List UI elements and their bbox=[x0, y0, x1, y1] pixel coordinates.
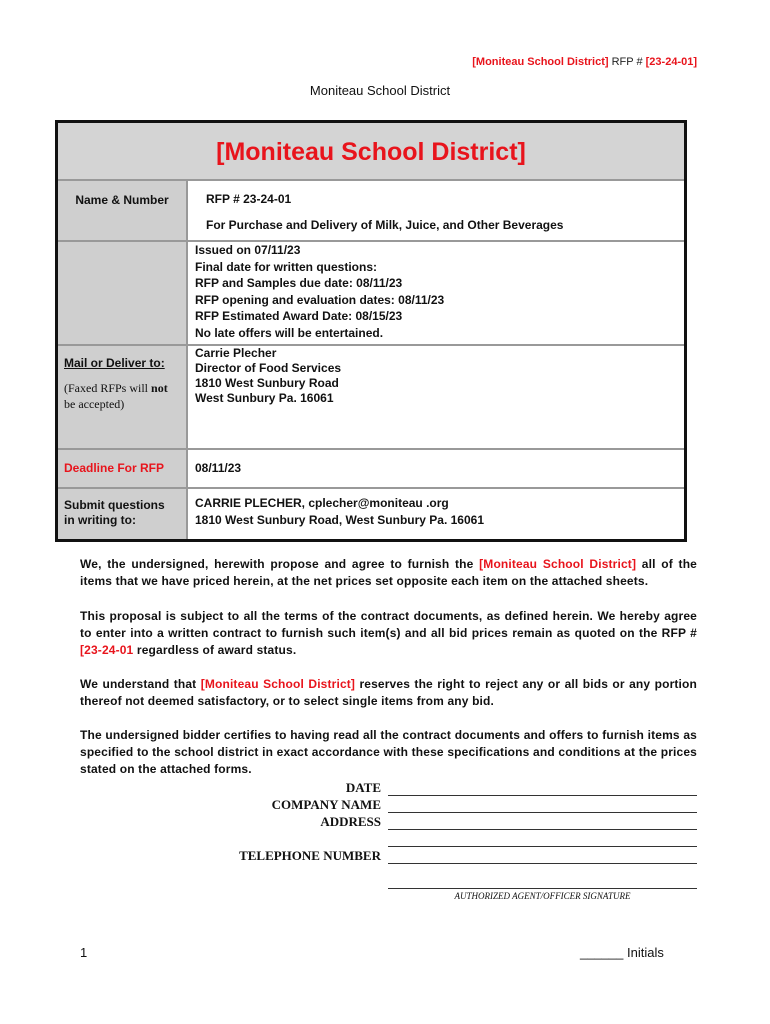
submit-label: in writing to: bbox=[64, 513, 136, 527]
date-line: No late offers will be entertained. bbox=[195, 325, 384, 340]
initials-field[interactable]: ______ Initials bbox=[580, 945, 664, 960]
faxed-note: (Faxed RFPs will not be accepted) bbox=[64, 381, 168, 411]
submit-contact: CARRIE PLECHER, cplecher@moniteau .org bbox=[195, 496, 449, 510]
date-line: Issued on 07/11/23 bbox=[195, 243, 301, 257]
rfp-info-table bbox=[55, 120, 687, 542]
date-label: DATE bbox=[345, 780, 381, 795]
mail-label: Mail or Deliver to: bbox=[64, 356, 165, 370]
company-field[interactable] bbox=[388, 812, 697, 813]
signature-caption: AUTHORIZED AGENT/OFFICER SIGNATURE bbox=[454, 891, 631, 901]
table-title: [Moniteau School District] bbox=[58, 123, 684, 179]
address-field[interactable] bbox=[388, 829, 697, 830]
address-field-2[interactable] bbox=[388, 846, 697, 847]
dates-list bbox=[188, 242, 684, 344]
date-line: Final date for written questions: bbox=[195, 259, 378, 274]
date-line: RFP and Samples due date: 08/11/23 bbox=[195, 276, 403, 290]
telephone-label: TELEPHONE NUMBER bbox=[239, 848, 381, 863]
paragraph-2: This proposal is subject to all the terms of the contract documents, as defined herein. We hereby agree to enter into a written contract to furnish such item(s) and all bid prices remain as quoted on the RFP #[23-24-01 regardless of award status. bbox=[80, 609, 697, 657]
date-line: RFP Estimated Award Date: 08/15/23 bbox=[195, 309, 403, 323]
page-header bbox=[472, 56, 697, 68]
paragraph-1: We, the undersigned, herewith propose and agree to furnish the [Moniteau School District] all of the items that we have priced herein, at the net prices set opposite each item on the attached sheets. bbox=[80, 557, 697, 588]
header-rfp-number: [23-24-01] bbox=[645, 56, 697, 68]
address-line: Carrie Plecher bbox=[195, 346, 277, 360]
submit-address: 1810 West Sunbury Road, West Sunbury Pa. 16061 bbox=[195, 513, 484, 527]
mail-address bbox=[188, 346, 684, 448]
paragraph-3: We understand that [Moniteau School District] reserves the right to reject any or all bids or any portion thereof not deemed satisfactory, or to select single items from any bid. bbox=[80, 677, 697, 708]
paragraph-4: The undersigned bidder certifies to having read all the contract documents and offers to furnish items as specified to the school district in exact accordance with these specifications and conditions at the prices stated on the attached forms. bbox=[80, 728, 697, 776]
submit-label: Submit questions bbox=[64, 498, 165, 512]
name-number-label: Name & Number bbox=[58, 181, 188, 240]
header-district: [Moniteau School District] bbox=[472, 56, 609, 68]
signature-field[interactable] bbox=[388, 888, 697, 889]
rfp-purpose: For Purchase and Delivery of Milk, Juice, and Other Beverages bbox=[206, 217, 564, 232]
deadline-label: Deadline For RFP bbox=[58, 450, 188, 487]
company-label: COMPANY NAME bbox=[271, 797, 381, 812]
address-line: West Sunbury Pa. 16061 bbox=[195, 391, 334, 405]
date-line: RFP opening and evaluation dates: 08/11/23 bbox=[195, 292, 445, 307]
rfp-number: RFP # 23-24-01 bbox=[206, 192, 292, 206]
address-line: 1810 West Sunbury Road bbox=[195, 376, 339, 390]
telephone-field[interactable] bbox=[388, 863, 697, 864]
address-label: ADDRESS bbox=[320, 814, 381, 829]
page-number: 1 bbox=[80, 945, 88, 960]
deadline-value: 08/11/23 bbox=[195, 461, 242, 476]
header-rfp-label: RFP # bbox=[608, 56, 646, 68]
date-field[interactable] bbox=[388, 795, 697, 796]
address-line: Director of Food Services bbox=[195, 361, 342, 375]
district-name: Moniteau School District bbox=[309, 83, 451, 98]
